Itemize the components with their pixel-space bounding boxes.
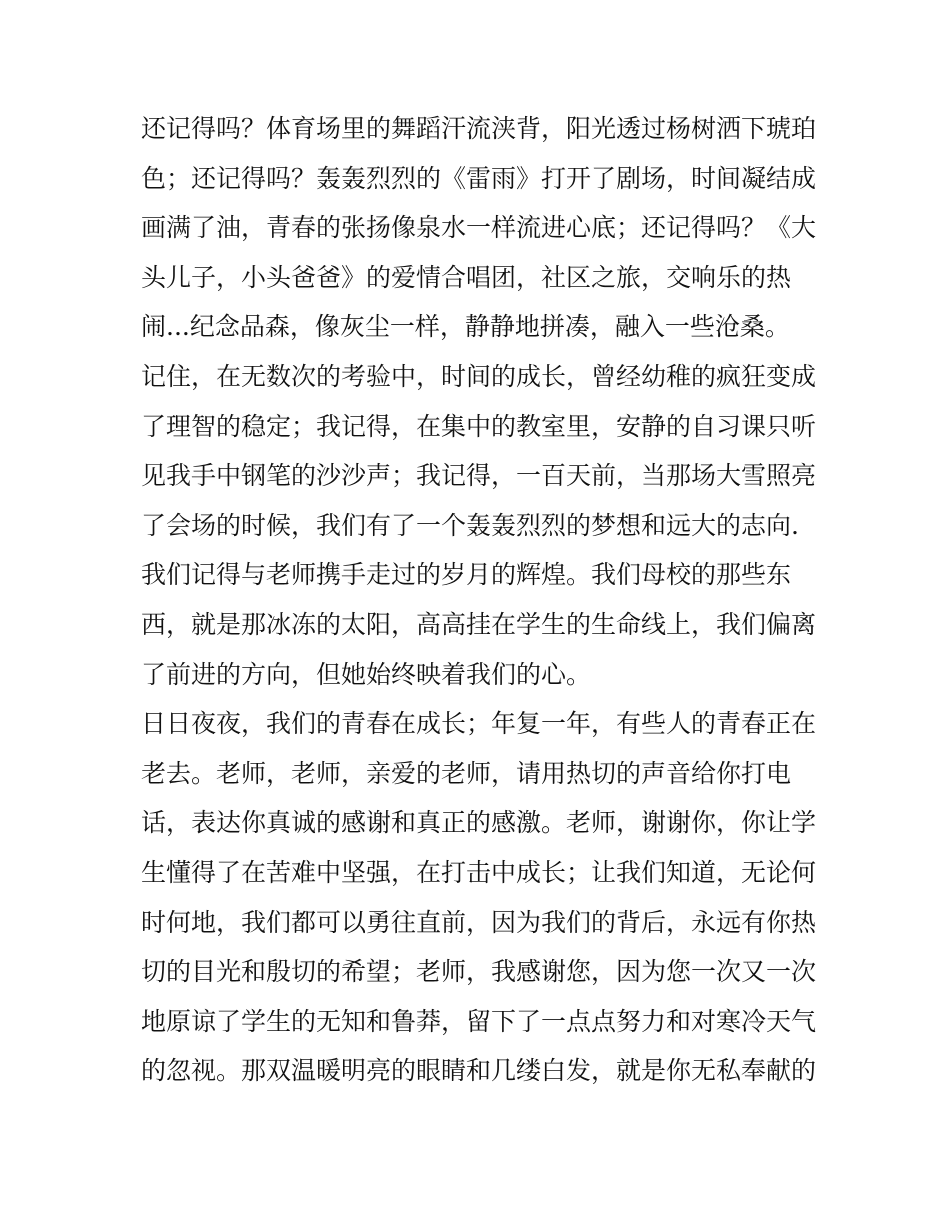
text-line: 我们记得与老师携手走过的岁月的辉煌。我们母校的那些东 [141,560,792,590]
text-line: 了前进的方向，但她始终映着我们的心。 [141,659,592,689]
text-line: 了理智的稳定；我记得，在集中的教室里，安静的自习课只听 [141,411,817,441]
text-line: 见我手中钢笔的沙沙声；我记得，一百天前，当那场大雪照亮 [141,461,817,491]
text-line: 日日夜夜，我们的青春在成长；年复一年，有些人的青春正在 [141,709,817,739]
text-line: 还记得吗？体育场里的舞蹈汗流浃背，阳光透过杨树洒下琥珀 [141,114,817,143]
text-line: 地原谅了学生的无知和鲁莽，留下了一点点努力和对寒冷天气 [141,1006,817,1036]
text-line: 时何地，我们都可以勇往直前，因为我们的背后，永远有你热 [141,907,817,937]
text-line: 生懂得了在苦难中坚强，在打击中成长；让我们知道，无论何 [141,857,817,887]
text-line: 话，表达你真诚的感谢和真正的感激。老师，谢谢你，你让学 [141,808,817,838]
text-line: 了会场的时候，我们有了一个轰轰烈烈的梦想和远大的志向. [141,510,799,540]
text-line: 记住，在无数次的考验中，时间的成长，曾经幼稚的疯狂变成 [141,361,817,391]
text-line: 色；还记得吗？轰轰烈烈的《雷雨》打开了剧场，时间凝结成 [141,163,817,193]
text-line: 老去。老师，老师，亲爱的老师，请用热切的声音给你打电 [141,758,792,788]
document-body [141,104,821,1096]
text-line: 切的目光和殷切的希望；老师，我感谢您，因为您一次又一次 [141,957,817,987]
text-line: 西，就是那冰冻的太阳，高高挂在学生的生命线上，我们偏离 [141,609,817,639]
text-line: 画满了油，青春的张扬像泉水一样流进心底；还记得吗？《大 [141,213,817,243]
text-line: 的忽视。那双温暖明亮的眼睛和几缕白发，就是你无私奉献的 [141,1056,817,1086]
text-line: 闹...纪念品森，像灰尘一样，静静地拼凑，融入一些沧桑。 [141,312,790,342]
text-line: 头儿子，小头爸爸》的爱情合唱团，社区之旅，交响乐的热 [141,262,792,292]
